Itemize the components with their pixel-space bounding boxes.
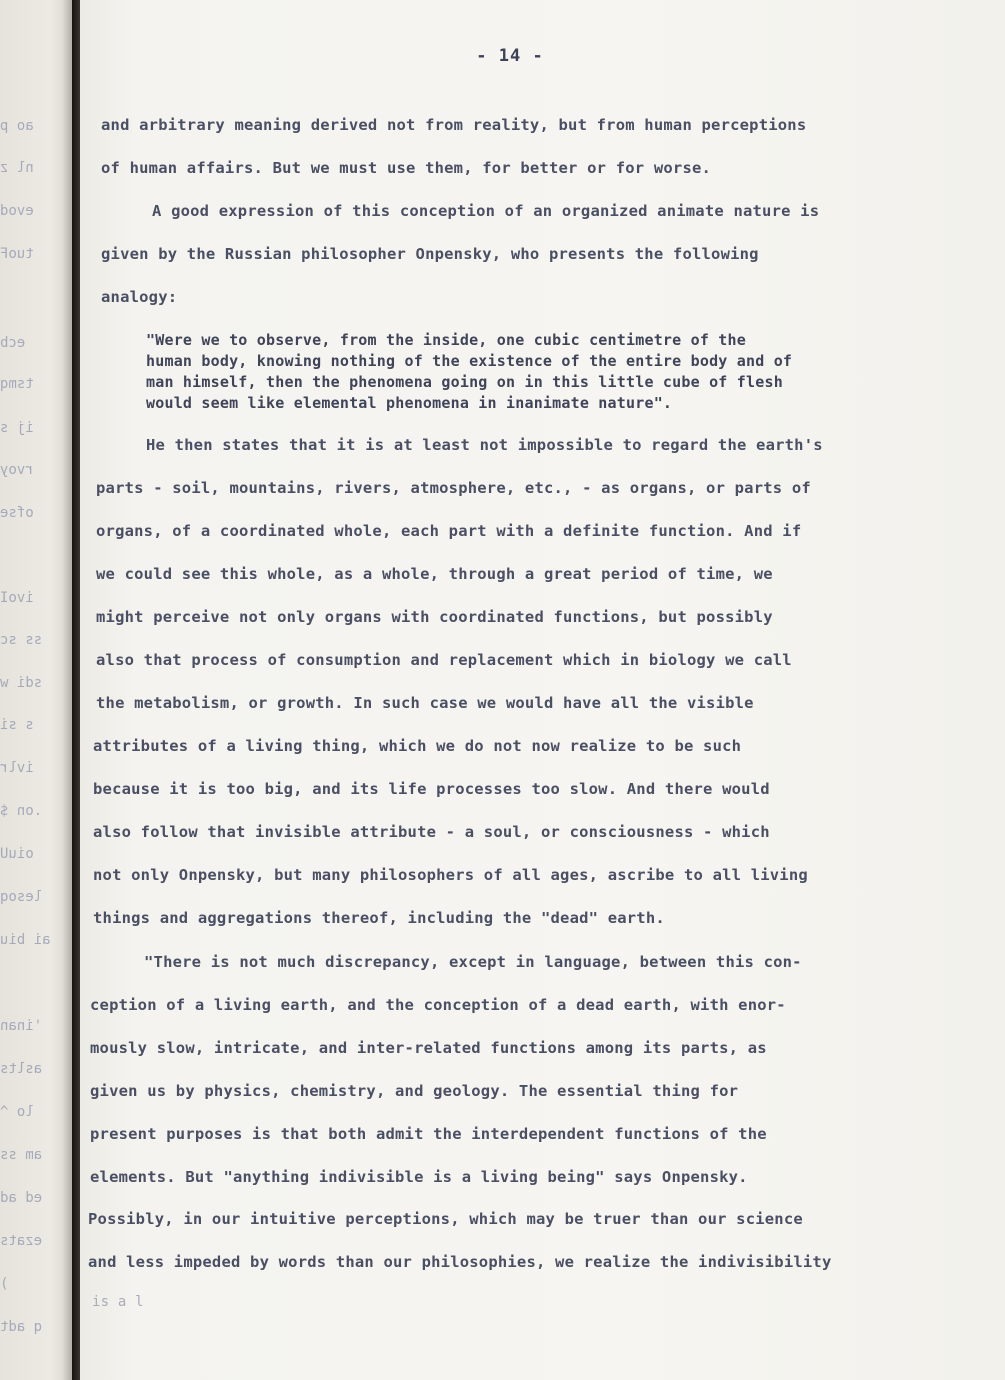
text-line: mously slow, intricate, and inter-related functions among its parts, as (90, 1039, 767, 1057)
bleed-text: ao p (0, 118, 34, 134)
text-line: elements. But "anything indivisible is a living being" says Onpensky. (90, 1168, 748, 1186)
text-line: organs, of a coordinated whole, each part with a definite function. And if (96, 522, 802, 540)
bleed-text: lesoq (0, 889, 43, 905)
text-line: given by the Russian philosopher Onpensky, who presents the following (101, 245, 759, 263)
bleed-text: q adt (0, 1319, 43, 1335)
bleed-text: nl z (0, 160, 34, 176)
faint-footer-text: is a l (92, 1294, 144, 1310)
text-line: Possibly, in our intuitive perceptions, which may be truer than our science (88, 1210, 803, 1228)
bleed-text: lo ^ (0, 1104, 34, 1120)
text-line: of human affairs. But we must use them, for better or for worse. (101, 159, 712, 177)
quote-line: man himself, then the phenomena going on in this little cube of flesh (146, 373, 783, 391)
bleed-text: evod (0, 203, 34, 219)
text-line: "There is not much discrepancy, except in language, between this con- (144, 953, 802, 971)
text-line: He then states that it is at least not impossible to regard the earth's (146, 436, 823, 454)
quote-line: "Were we to observe, from the inside, one cubic centimetre of the (146, 331, 746, 349)
bleed-text: 'inan (0, 1018, 43, 1034)
bleed-text: am ss (0, 1147, 43, 1163)
bleed-text: .on $ (0, 803, 43, 819)
text-line: attributes of a living thing, which we do not now realize to be such (93, 737, 742, 755)
text-line: analogy: (101, 288, 178, 306)
bleed-text: ecb (0, 335, 26, 351)
bleed-text: tsmq (0, 376, 34, 392)
page-number: - 14 - (476, 46, 544, 66)
text-line: the metabolism, or growth. In such case we would have all the visible (96, 694, 754, 712)
bleed-text: ai biu (0, 932, 51, 948)
text-line: present purposes is that both admit the interdependent functions of the (90, 1125, 767, 1143)
bleed-text: ofse (0, 505, 34, 521)
bleed-text: s si (0, 717, 34, 733)
bleed-text: ij s (0, 420, 34, 436)
text-line: might perceive not only organs with coordinated functions, but possibly (96, 608, 773, 626)
bleed-text: aslts (0, 1061, 43, 1077)
bleed-text: ed ad (0, 1190, 43, 1206)
text-line: also that process of consumption and replacement which in biology we call (96, 651, 792, 669)
bleed-text: sdi w (0, 675, 43, 691)
text-line: and less impeded by words than our philosophies, we realize the indivisibility (88, 1253, 832, 1271)
text-line: not only Onpensky, but many philosophers of all ages, ascribe to all living (93, 866, 808, 884)
text-line: and arbitrary meaning derived not from reality, but from human perceptions (101, 116, 807, 134)
text-line: we could see this whole, as a whole, through a great period of time, we (96, 565, 773, 583)
left-facing-page (0, 0, 72, 1380)
bleed-text: ivoI (0, 590, 34, 606)
bleed-text: rvoy (0, 462, 34, 478)
quote-line: human body, knowing nothing of the existence of the entire body and of (146, 352, 793, 370)
bleed-text: tuoF (0, 246, 34, 262)
text-line: given us by physics, chemistry, and geology. The essential thing for (90, 1082, 739, 1100)
text-line: parts - soil, mountains, rivers, atmosphere, etc., - as organs, or parts of (96, 479, 811, 497)
text-line: things and aggregations thereof, including the "dead" earth. (93, 909, 665, 927)
bleed-text: oiuU (0, 846, 34, 862)
bleed-text: ss sc (0, 632, 43, 648)
text-line: because it is too big, and its life processes too slow. And there would (93, 780, 770, 798)
text-line: also follow that invisible attribute - a soul, or consciousness - which (93, 823, 770, 841)
quote-line: would seem like elemental phenomena in inanimate nature". (146, 394, 673, 412)
bleed-text: ivlr (0, 760, 34, 776)
typewritten-page (80, 0, 1005, 1380)
bleed-text: ezats (0, 1233, 43, 1249)
text-line: A good expression of this conception of an organized animate nature is (152, 202, 820, 220)
bleed-text: ) (0, 1276, 9, 1292)
text-line: ception of a living earth, and the conception of a dead earth, with enor- (90, 996, 786, 1014)
book-spine (72, 0, 80, 1380)
